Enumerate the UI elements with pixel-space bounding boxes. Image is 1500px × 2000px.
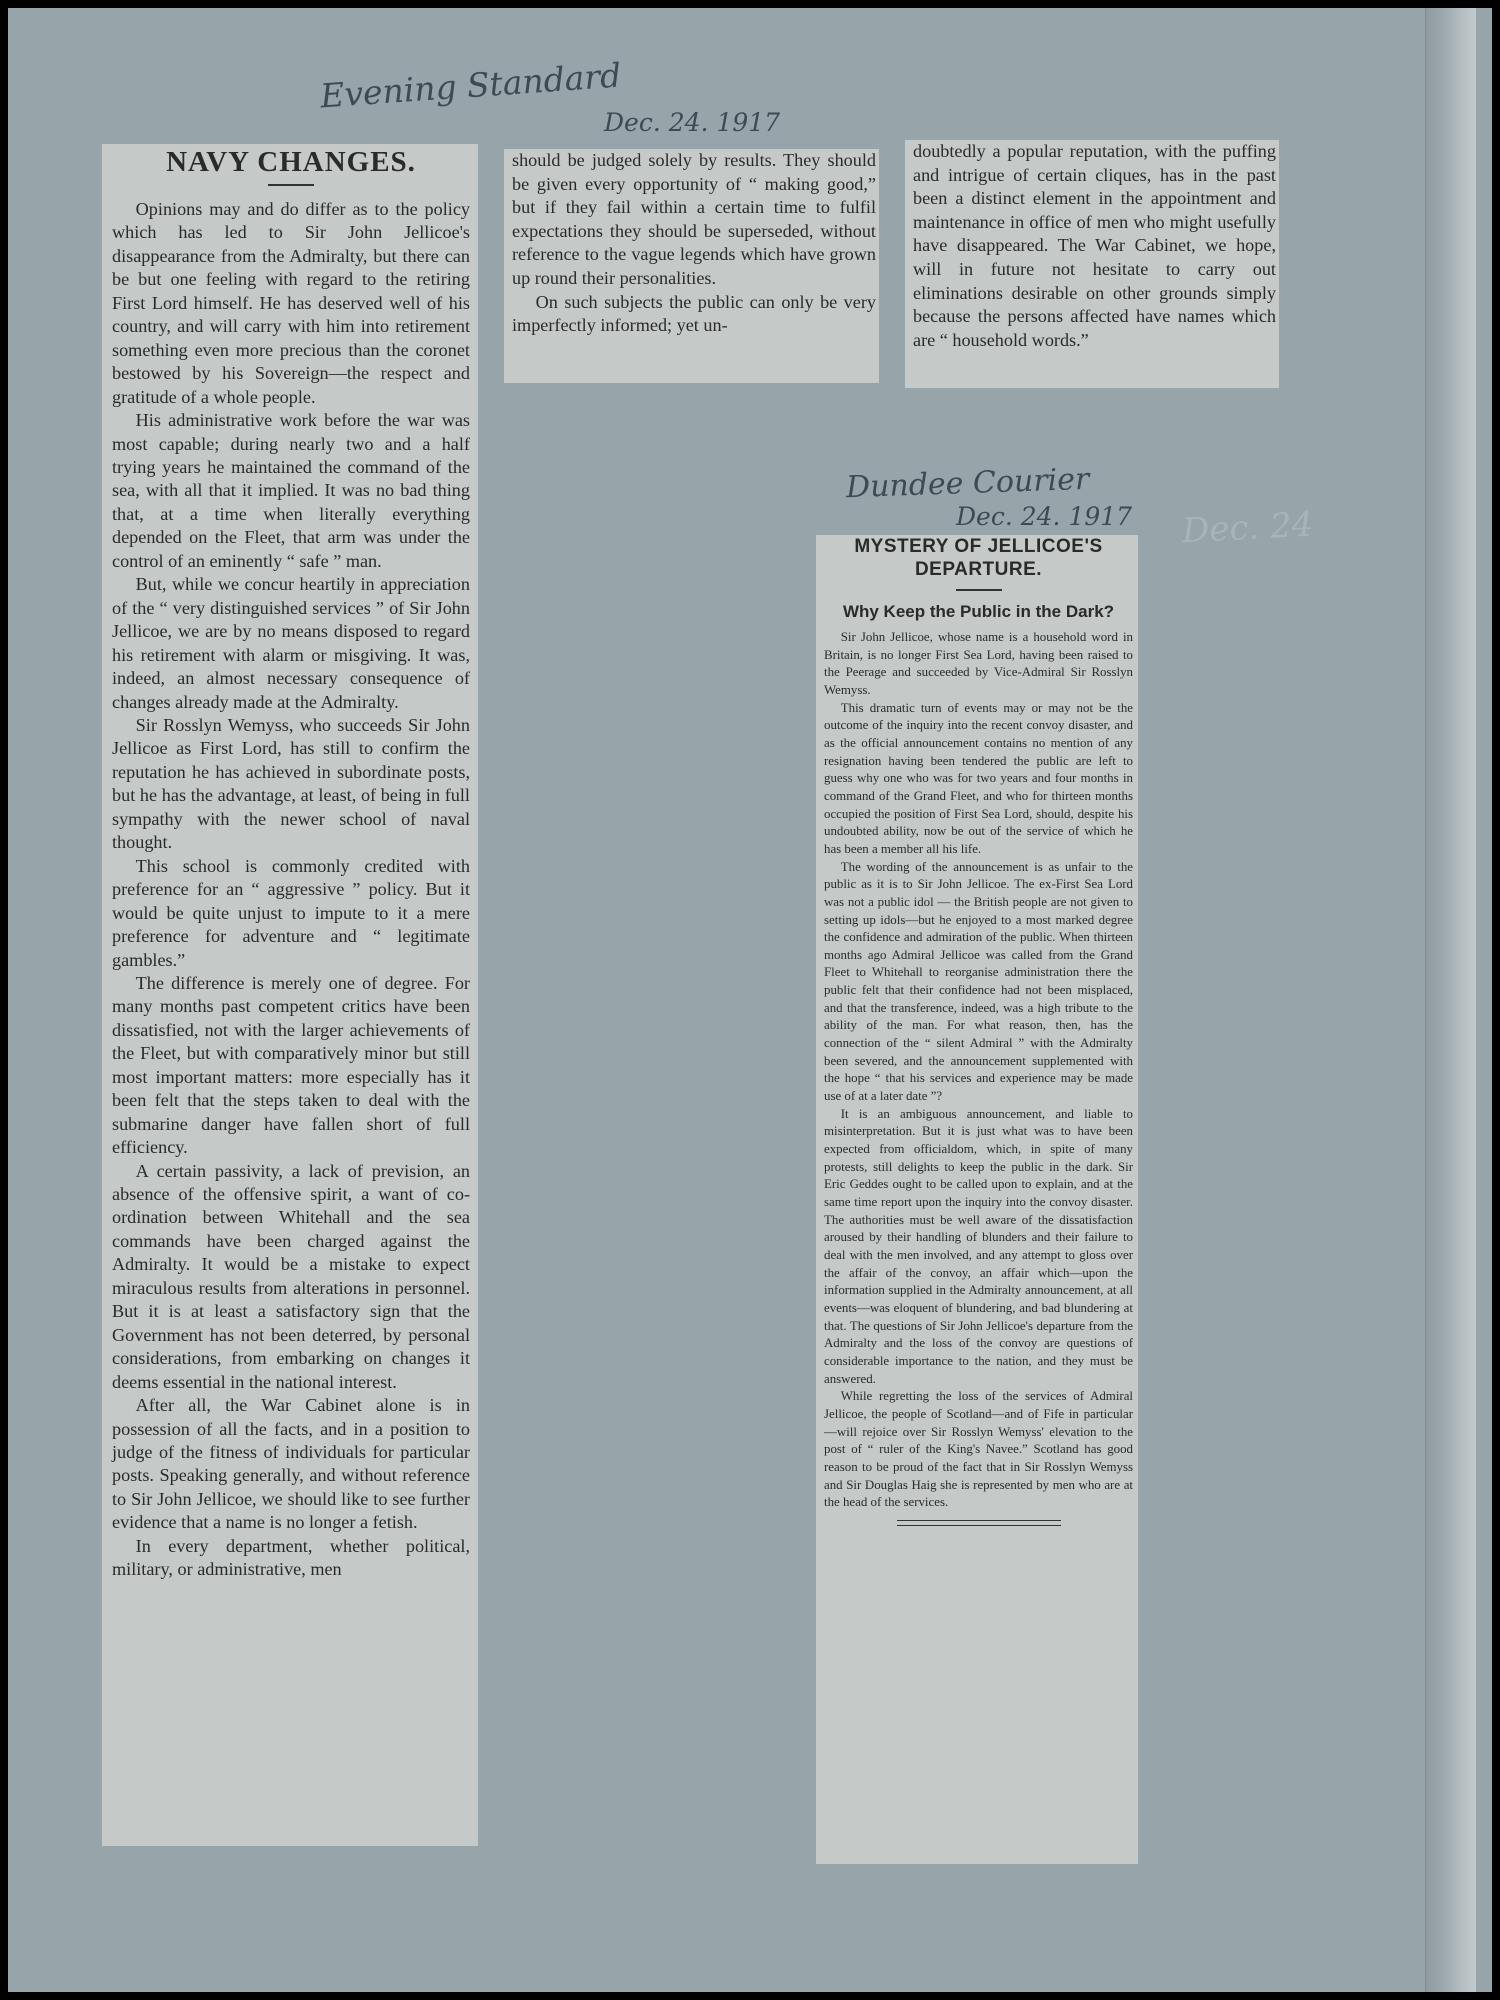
paragraph: It is an ambiguous announcement, and liable to misinterpretation. But it is just what was to have been expected from officialdom, which, in spite of many protests, still delights to keep the public in the dark. Sir Eric Geddes ought to be called upon to explain, and at the same time report upon the inquiry into the convoy disaster. The authorities must be well aware of the dissatisfaction aroused by their handling of blunders and their failure to deal with the men involved, and any attempt to gloss over the affair of the convoy, an affair which—upon the information supplied in the Admiralty announcement, at all events—was eloquent of blundering, and bad blundering at that. The questions of Sir John Jellicoe's departure from the Admiralty and the loss of the convoy are questions of considerable importance to the nation, and they must be answered. bbox=[824, 1106, 1133, 1386]
clipping-navy-changes-col1 bbox=[102, 144, 478, 1846]
handwritten-source-evening-standard: Evening Standard bbox=[319, 55, 623, 116]
paragraph: This school is commonly credited with preference for an “ aggressive ” policy. But it would be quite unjust to impute to it a mere preference for adventure and “ legitimate gambles.” bbox=[112, 855, 470, 970]
headline-rule bbox=[268, 184, 314, 186]
handwritten-date-2: Dec. 24. 1917 bbox=[956, 502, 1133, 531]
handwritten-source-dundee-courier: Dundee Courier bbox=[845, 461, 1090, 506]
paragraph: While regretting the loss of the services of Admiral Jellicoe, the people of Scotland—and of Fife in particular—will rejoice over Sir Rosslyn Wemyss' elevation to the post of “ ruler of the King's Navee.” Scotland has good reason to be proud of the fact that in Sir Rosslyn Wemyss and Sir Douglas Haig she is represented by men who are at the head of the services. bbox=[824, 1389, 1133, 1510]
paragraph: doubtedly a popular reputation, with the puffing and intrigue of certain cliques, has in the past been a distinct element in the appointment and maintenance in office of men who might usefully have disappeared. The War Cabinet, we hope, will in future not hesitate to carry out eliminations desirable on other grounds simply because the persons affected have names which are “ household words.” bbox=[913, 141, 1276, 350]
paragraph: The difference is merely one of degree. For many months past competent critics have been dissatisfied, not with the larger achievements of the Fleet, but with comparatively minor but still most important matters: more especially has it been felt that the steps taken to deal with the submarine danger have fallen short of full efficiency. bbox=[112, 972, 470, 1158]
clipping-navy-changes-col2 bbox=[504, 149, 879, 383]
binding-spine bbox=[1425, 8, 1476, 1992]
paragraph: Opinions may and do differ as to the policy which has led to Sir John Jellicoe's disappearance from the Admiralty, but there can be but one feeling with regard to the retiring First Lord himself. He has deserved well of his country, and will carry with him into retirement something even more precious than the coronet bestowed by his Sovereign—the respect and gratitude of a whole people. bbox=[112, 199, 470, 407]
paragraph: A certain passivity, a lack of prevision, an absence of the offensive spirit, a want of co-ordination between Whitehall and the sea commands have been charged against the Admiralty. It would be a mistake to expect miraculous results from alterations in personnel. But it is at least a satisfactory sign that the Government has not been deterred, by personal considerations, from embarking on changes it deems essential in the national interest. bbox=[112, 1160, 470, 1392]
paragraph: On such subjects the public can only be very imperfectly informed; yet un- bbox=[512, 291, 876, 336]
clipping-mystery-of-jellicoe bbox=[816, 535, 1138, 1864]
faint-pencil-mark: Dec. 24 bbox=[1181, 504, 1315, 552]
article1-col1-body bbox=[112, 198, 470, 1582]
paragraph: After all, the War Cabinet alone is in possession of all the facts, and in a position to judge of the fitness of individuals for particular posts. Speaking generally, and without reference to Sir John Jellicoe, we should like to see further evidence that a name is no longer a fetish. bbox=[112, 1395, 470, 1533]
clipping-navy-changes-col3 bbox=[905, 140, 1279, 388]
end-rule bbox=[897, 1520, 1061, 1526]
subheadline-why-keep-public-in-dark: Why Keep the Public in the Dark? bbox=[842, 602, 1115, 621]
paragraph: This dramatic turn of events may or may not be the outcome of the inquiry into the recent convoy disaster, and as the official announcement contains no mention of any resignation having been tendered the public are left to guess why one who was for two years and four months in command of the Grand Fleet, and who for thirteen months occupied the position of First Sea Lord, should, despite his undoubted ability, now be out of the service of which he has been a member all his life. bbox=[824, 700, 1133, 856]
paragraph: In every department, whether political, military, or administrative, men bbox=[112, 1535, 470, 1580]
scrapbook-page bbox=[8, 8, 1492, 1992]
headline-navy-changes: NAVY CHANGES. bbox=[166, 146, 416, 178]
headline-rule bbox=[956, 589, 1002, 591]
paragraph: Sir Rosslyn Wemyss, who succeeds Sir John Jellicoe as First Lord, has still to confirm the reputation he has achieved in subordinate posts, but he has the advantage, at least, of being in full sympathy with the newer school of naval thought. bbox=[112, 714, 470, 853]
paragraph: But, while we concur heartily in appreciation of the “ very distinguished services ” of Sir John Jellicoe, we are by no means disposed to regard his retirement with alarm or misgiving. It was, indeed, an almost necessary consequence of changes already made at the Admiralty. bbox=[112, 574, 470, 712]
paragraph: should be judged solely by results. They should be given every opportunity of “ making good,” but if they fail within a certain time to fulfil expectations they should be superseded, without reference to the vague legends which have grown up round their personalities. bbox=[512, 150, 876, 288]
headline-mystery-of-jellicoe: MYSTERY OF JELLICOE'S DEPARTURE. bbox=[854, 536, 1103, 580]
paragraph: His administrative work before the war was most capable; during nearly two and a half trying years he maintained the command of the sea, with all that it implied. It was no bad thing that, at a time when literally everything depended on the Fleet, that arm was under the control of an eminently “ safe ” man. bbox=[112, 410, 470, 571]
paragraph: The wording of the announcement is as unfair to the public as it is to Sir John Jellicoe. The ex-First Sea Lord was not a public idol — the British people are not given to setting up idols—but he enjoyed to a most marked degree the confidence and admiration of the public. When thirteen months ago Admiral Jellicoe was called from the Grand Fleet to Whitehall to reorganise administration there the public felt that their confidence had not been misplaced, and that the transference, indeed, was a high tribute to the ability of the man. For what reason, then, has the connection of the “ silent Admiral ” with the Admiralty been severed, and the announcement supplemented with the hope “ that his services and experience may be made use of at a later date ”? bbox=[824, 859, 1133, 1104]
handwritten-date-1: Dec. 24. 1917 bbox=[604, 108, 781, 137]
paragraph: Sir John Jellicoe, whose name is a household word in Britain, is no longer First Sea Lord, having been raised to the Peerage and succeeded by Vice-Admiral Sir Rosslyn Wemyss. bbox=[824, 630, 1133, 697]
